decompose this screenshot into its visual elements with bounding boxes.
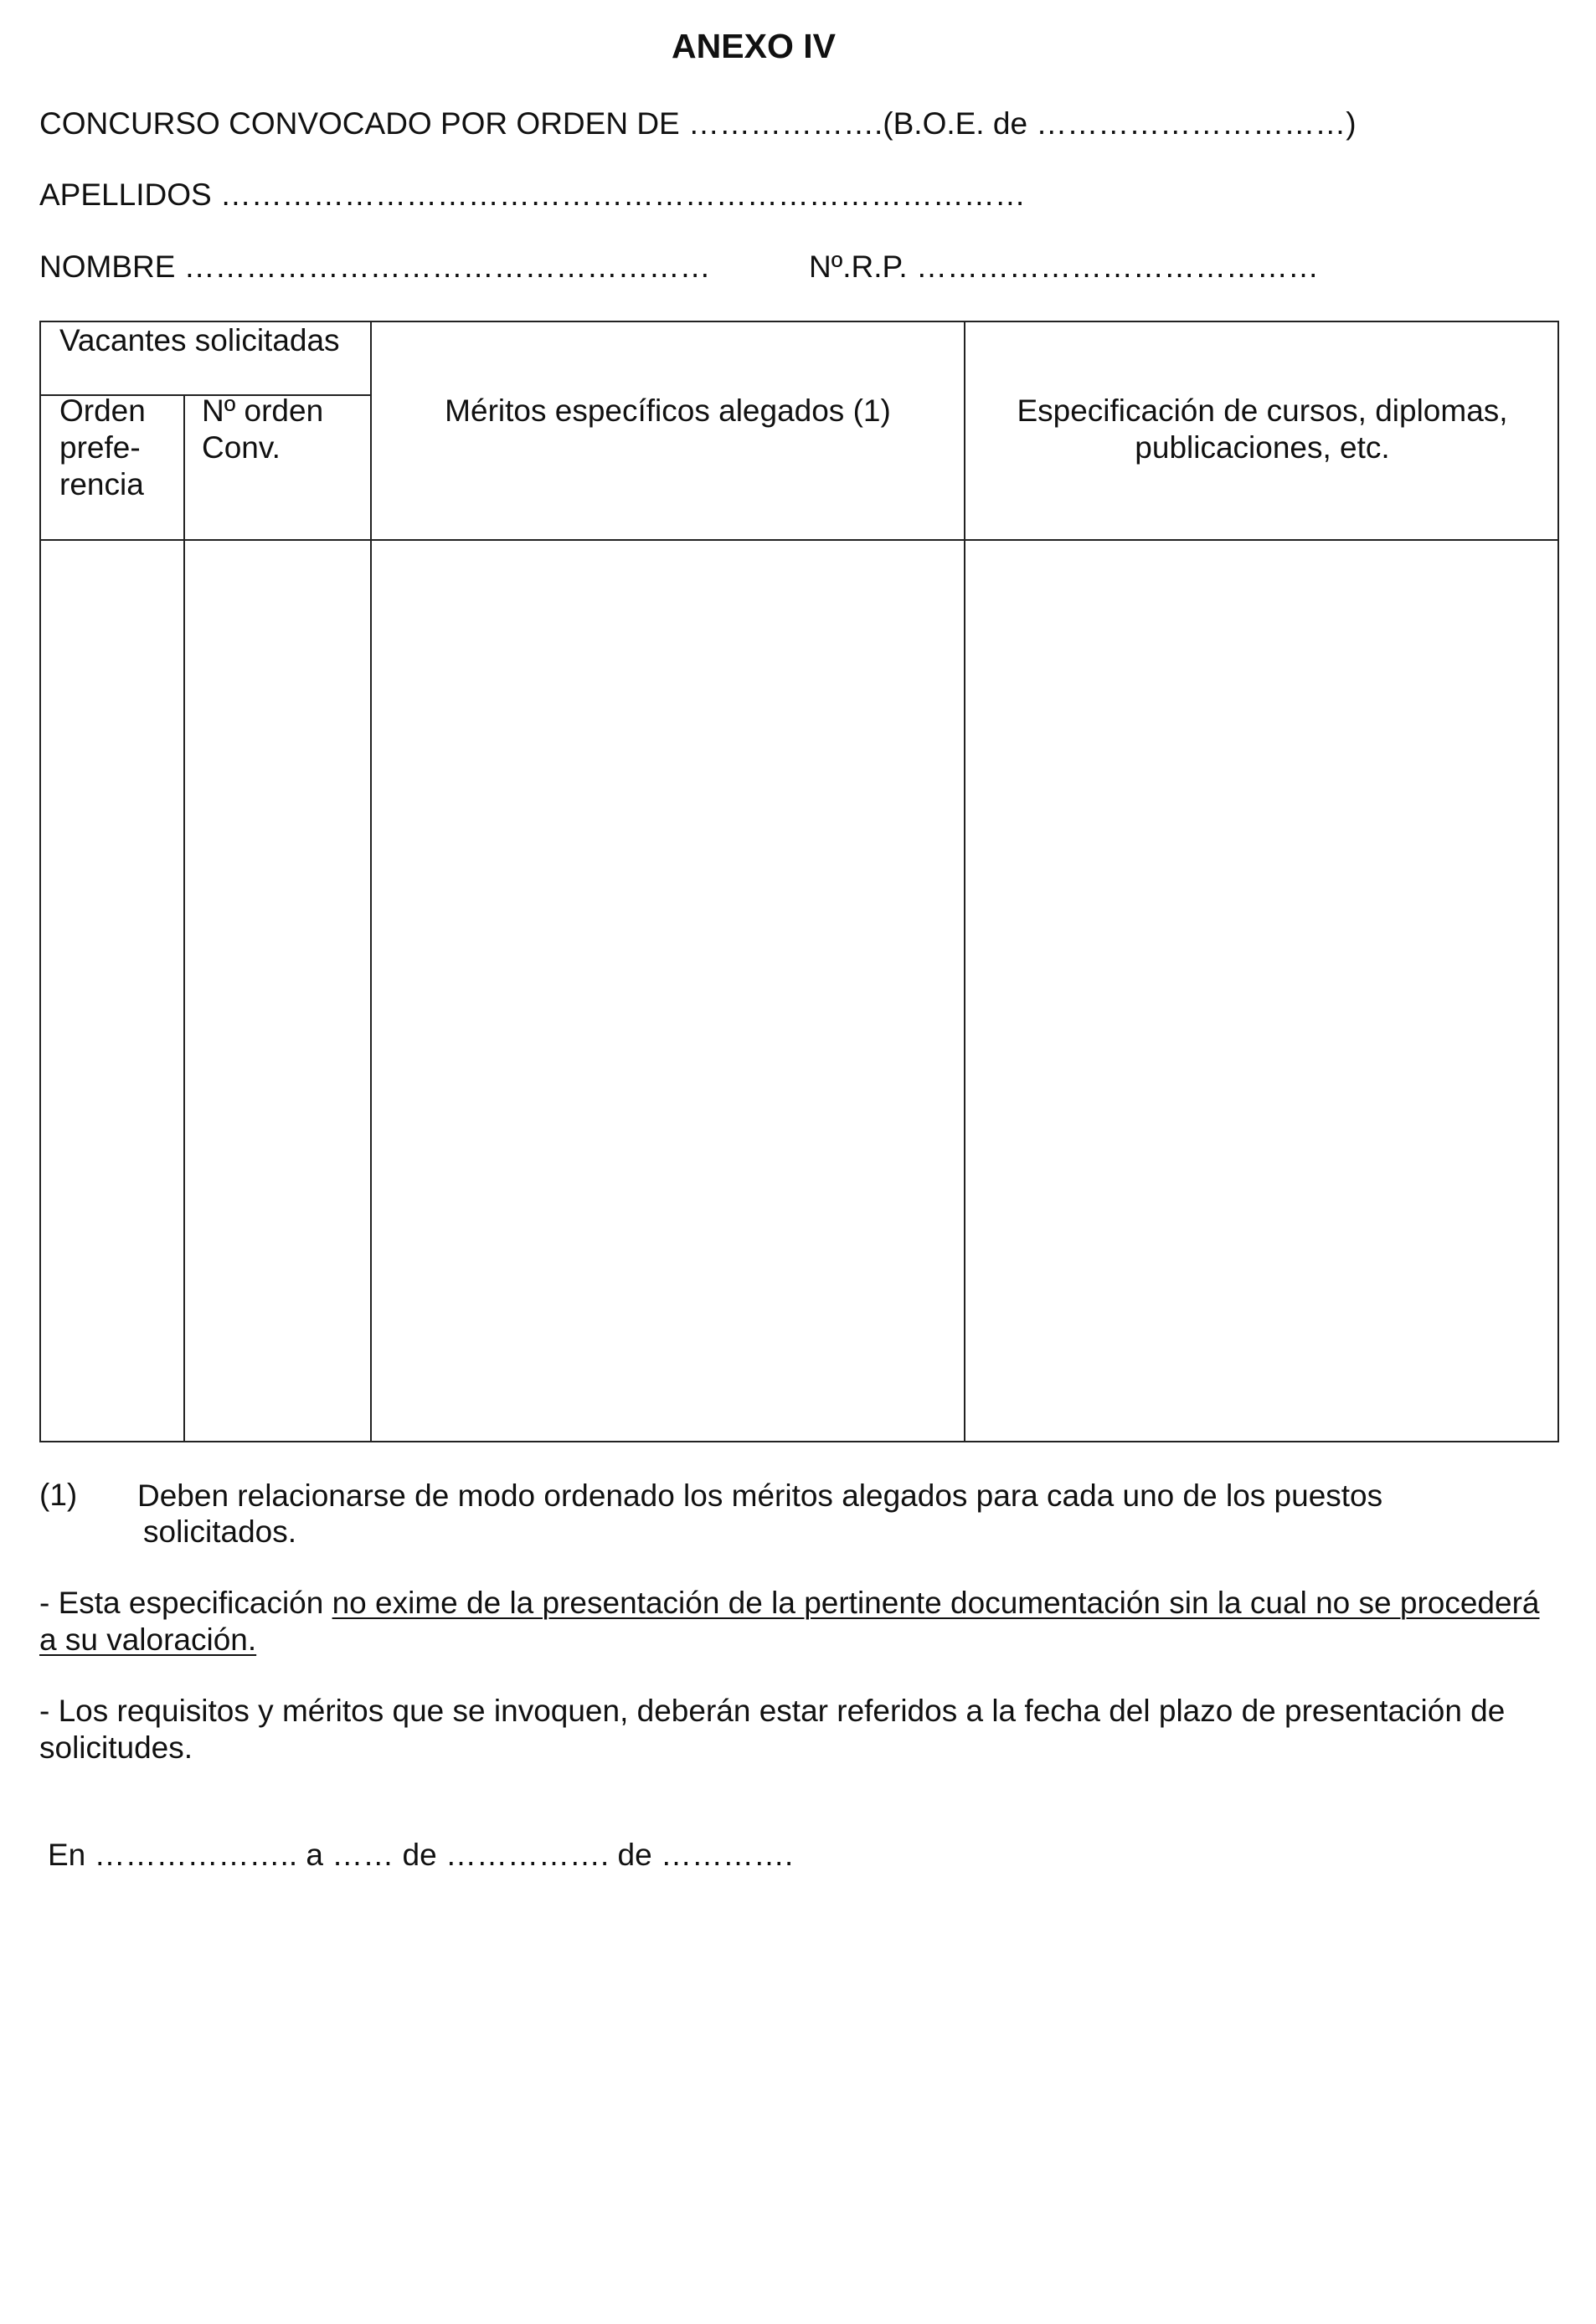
body-cell-orden[interactable] [41,541,183,1442]
col-orden-line: rencia [59,467,144,501]
place-date-line [48,1838,793,1873]
body-cell-norden[interactable] [185,541,370,1442]
apellidos-field: APELLIDOS …………………………………………………………………… [39,177,1026,212]
concurso-line: CONCURSO CONVOCADO POR ORDEN DE ……………….(B.O.E. de …………………………) [39,106,1357,141]
col-orden-line: prefe- [59,430,141,465]
note-underlined: no exime de la presentación de la pertinente documentación sin la cual no se procederá [332,1586,1540,1620]
note-requisitos-line: - Los requisitos y méritos que se invoquen, deberán estar referidos a la fecha del plazo de presentación de [39,1694,1506,1728]
footnote-marker: (1) [39,1478,78,1512]
col-especificacion-header: Especificación de cursos, diplomas, publicaciones, etc. [1017,393,1508,465]
note-requisitos [39,1693,1505,1766]
note-underlined: a su valoración. [39,1622,257,1657]
footnote-text-cont: solicitados. [143,1514,297,1549]
page-title: ANEXO IV [672,27,836,65]
note-especificacion-line [39,1585,1539,1622]
nrp-field: Nº.R.P. ………………………………… [809,249,1319,284]
vacantes-group-header: Vacantes solicitadas [59,323,340,357]
note-prefix: - Esta especificación [39,1586,332,1620]
body-cell-meritos[interactable] [372,541,964,1442]
col-orden-header [59,393,146,503]
year-field[interactable]: de …………. [617,1838,794,1872]
nombre-field: NOMBRE …………………………………………… [39,249,711,284]
col-norden-line: Nº orden [202,393,324,428]
vacantes-table [39,321,1559,1442]
col-norden-header [202,393,323,466]
footnote-text: Deben relacionarse de modo ordenado los méritos alegados para cada uno de los puestos [137,1478,1383,1513]
col-norden-line: Conv. [202,430,281,465]
col-orden-line: Orden [59,393,146,428]
note-especificacion [39,1585,1539,1658]
month-field[interactable]: de ……………. [402,1838,618,1872]
note-requisitos-line: solicitudes. [39,1730,193,1765]
place-field[interactable]: En ……………….. [48,1838,306,1872]
day-field[interactable]: a …… [306,1838,403,1872]
note-especificacion-line [39,1622,1539,1658]
body-cell-especificacion[interactable] [965,541,1557,1442]
col-meritos-header: Méritos específicos alegados (1) [445,393,891,428]
